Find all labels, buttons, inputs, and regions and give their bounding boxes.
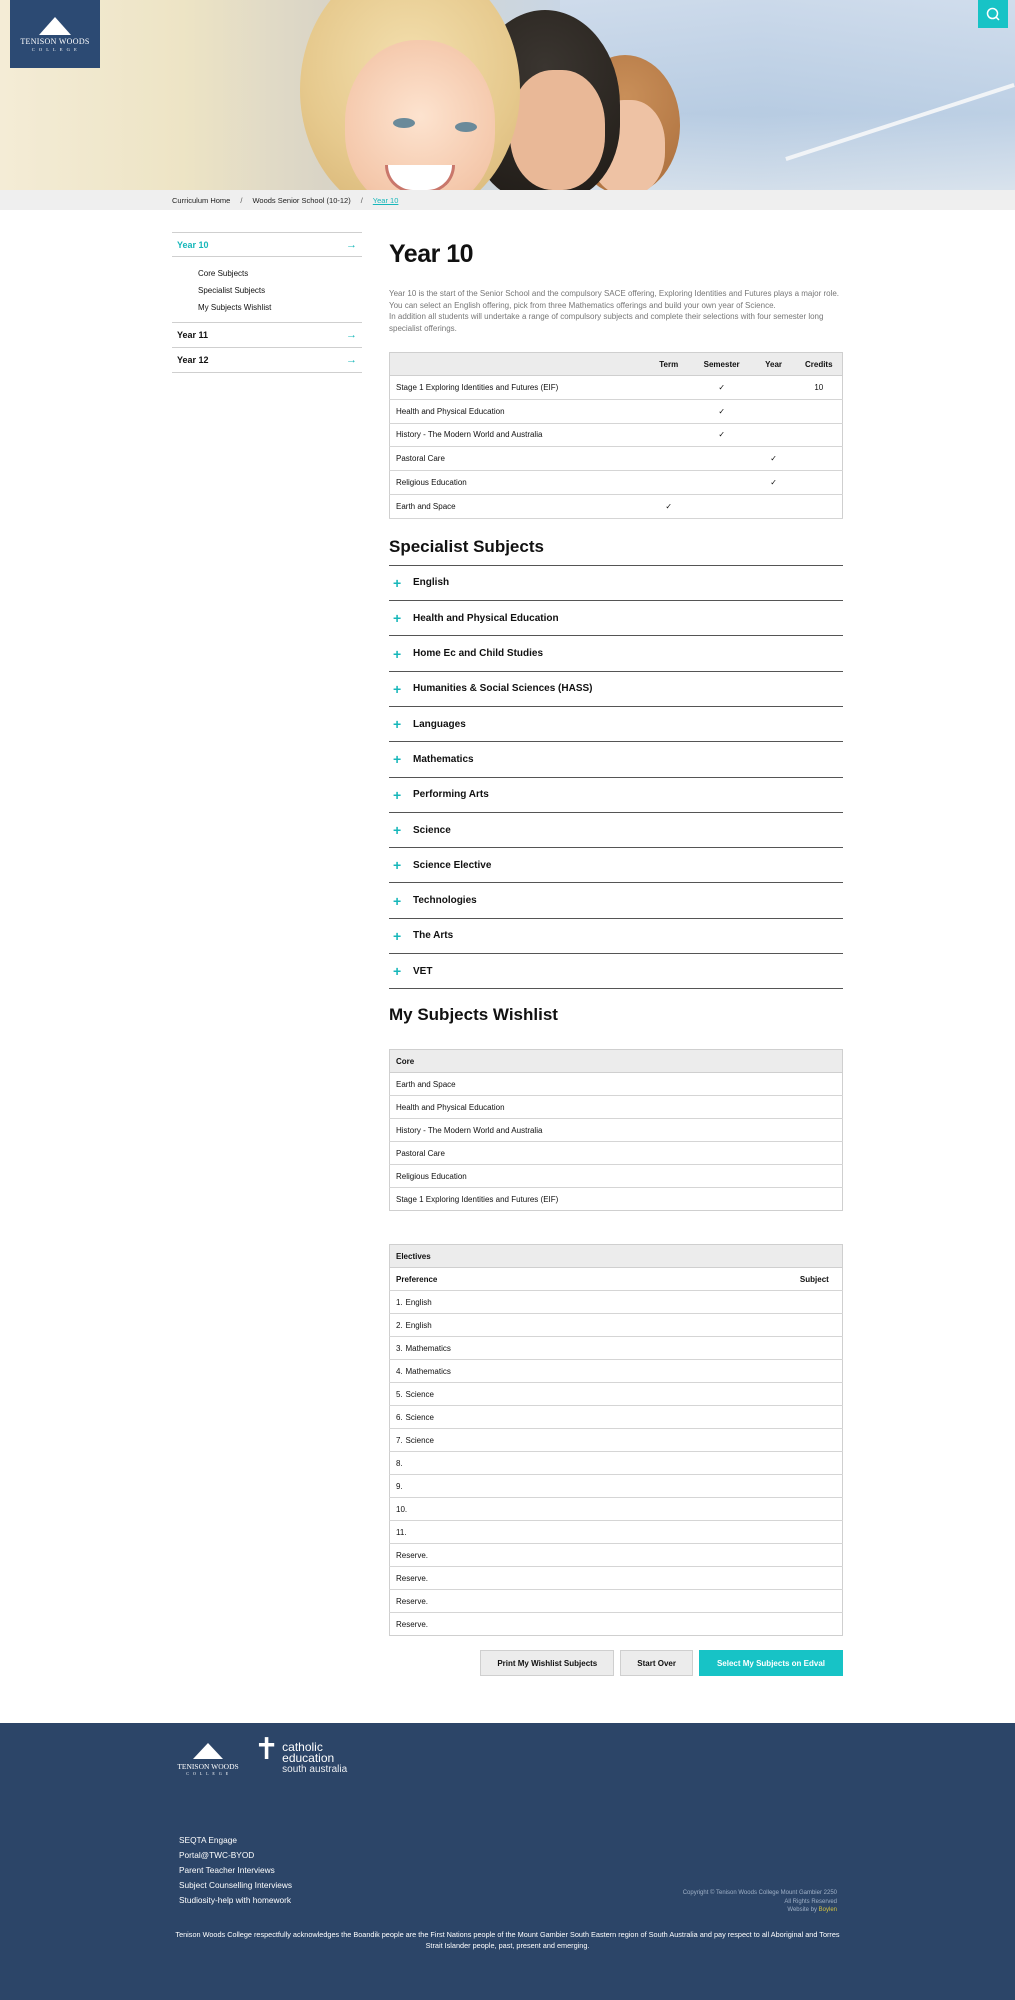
- subject-cell: [794, 1544, 843, 1567]
- sidebar-item-label: Year 11: [177, 330, 209, 340]
- accordion-label: Humanities & Social Sciences (HASS): [413, 683, 593, 695]
- accordion-label: Technologies: [413, 895, 477, 907]
- print-wishlist-button[interactable]: Print My Wishlist Subjects: [480, 1650, 614, 1676]
- pref-value: Mathematics: [406, 1360, 794, 1383]
- subject-cell: [794, 1498, 843, 1521]
- subject-cell: [794, 1406, 843, 1429]
- pref-number: 11.: [390, 1521, 794, 1544]
- table-row: [390, 447, 843, 471]
- logo-sub: C O L L E G E: [31, 46, 79, 52]
- check-icon: [692, 447, 752, 471]
- subject-name: Stage 1 Exploring Identities and Futures (EIF): [390, 376, 646, 400]
- pref-number: 1.: [390, 1291, 406, 1314]
- table-row: [390, 1291, 843, 1314]
- table-row: [390, 1498, 843, 1521]
- subnav-specialist-subjects[interactable]: Specialist Subjects: [198, 286, 266, 295]
- specialist-subjects-title: Specialist Subjects: [389, 536, 544, 556]
- footer-college-logo[interactable]: [178, 1743, 238, 1776]
- header-term: Term: [646, 353, 692, 376]
- accordion-label: VET: [413, 965, 433, 977]
- copyright: [683, 1889, 837, 1915]
- select-subjects-edval-button[interactable]: Select My Subjects on Edval: [699, 1650, 843, 1676]
- wishlist-title: My Subjects Wishlist: [389, 1005, 558, 1025]
- reserve-label: Reserve.: [390, 1567, 794, 1590]
- table-row: [390, 1429, 843, 1452]
- subject-cell: [794, 1613, 843, 1636]
- breadcrumb-separator: /: [240, 196, 243, 205]
- check-icon: [752, 399, 796, 423]
- subject-name: Earth and Space: [390, 494, 646, 518]
- table-header-row: [390, 353, 843, 376]
- breadcrumb-bar: [0, 190, 1015, 210]
- sidebar-subnav: [172, 257, 362, 323]
- accordion-item[interactable]: [389, 566, 843, 601]
- action-buttons: [389, 1650, 843, 1676]
- subject-cell: [794, 1521, 843, 1544]
- hero-banner: [0, 0, 1015, 190]
- subject-name: Religious Education: [390, 471, 646, 495]
- table-row: [390, 1613, 843, 1636]
- college-logo[interactable]: [10, 0, 100, 68]
- accordion-item[interactable]: [389, 672, 843, 707]
- catholic-education-logo[interactable]: [254, 1735, 347, 1775]
- accordion-label: Languages: [413, 718, 466, 730]
- check-icon: [646, 471, 692, 495]
- table-row: [390, 1119, 843, 1142]
- start-over-button[interactable]: Start Over: [620, 1650, 693, 1676]
- plus-icon: +: [393, 751, 402, 768]
- table-row: [390, 471, 843, 495]
- check-icon: [752, 423, 796, 447]
- footer-link[interactable]: Subject Counselling Interviews: [179, 1880, 292, 1890]
- plus-icon: +: [393, 680, 402, 697]
- accordion-item[interactable]: [389, 636, 843, 671]
- plus-icon: +: [393, 786, 402, 803]
- plus-icon: +: [393, 716, 402, 733]
- wishlist-core-item: Religious Education: [390, 1165, 843, 1188]
- table-subheader-row: [390, 1268, 843, 1291]
- plus-icon: +: [393, 574, 402, 591]
- wishlist-core-item: Pastoral Care: [390, 1142, 843, 1165]
- plus-icon: +: [393, 822, 402, 838]
- check-icon: ✓: [692, 423, 752, 447]
- intro-text: [389, 288, 843, 334]
- header-year: Year: [752, 353, 796, 376]
- table-row: [390, 1142, 843, 1165]
- rights-text: All Rights Reserved: [784, 1898, 837, 1905]
- table-row: [390, 1452, 843, 1475]
- intro-paragraph: In addition all students will undertake a range of compulsory subjects and complete their selections with four semester long specialist offerings.: [389, 312, 824, 333]
- check-icon: [646, 423, 692, 447]
- search-icon: [986, 7, 1000, 21]
- table-row: [390, 1165, 843, 1188]
- accordion-item[interactable]: [389, 954, 843, 989]
- pref-value: Mathematics: [406, 1337, 794, 1360]
- accordion-item[interactable]: [389, 883, 843, 918]
- check-icon: [692, 494, 752, 518]
- plus-icon: +: [393, 963, 402, 980]
- credits-value: [796, 423, 843, 447]
- credits-value: [796, 399, 843, 423]
- logo2-line: education: [282, 1751, 335, 1765]
- table-row: [390, 1383, 843, 1406]
- table-row: [390, 1096, 843, 1119]
- subnav-wishlist[interactable]: My Subjects Wishlist: [198, 303, 272, 312]
- pref-value: English: [406, 1291, 794, 1314]
- hero-boy1-face: [510, 70, 605, 190]
- footer-logo-name: TENISON WOODS: [177, 1762, 239, 1771]
- accordion-label: Health and Physical Education: [413, 612, 559, 624]
- check-icon: [692, 471, 752, 495]
- pref-value: Science: [406, 1429, 794, 1452]
- sidebar-nav: [172, 232, 362, 373]
- specialist-accordion: [389, 565, 843, 990]
- table-row: [390, 376, 843, 400]
- accordion-label: Science Elective: [413, 859, 492, 871]
- breadcrumb-separator: /: [360, 196, 363, 205]
- pref-number: 4.: [390, 1360, 406, 1383]
- reserve-label: Reserve.: [390, 1590, 794, 1613]
- breadcrumb-link[interactable]: Woods Senior School (10-12): [252, 196, 351, 205]
- pref-number: 2.: [390, 1314, 406, 1337]
- footer-link[interactable]: SEQTA Engage: [179, 1835, 237, 1845]
- check-icon: [752, 494, 796, 518]
- plus-icon: +: [393, 610, 402, 627]
- check-icon: [752, 376, 796, 400]
- credits-value: [796, 471, 843, 495]
- subject-cell: [794, 1314, 843, 1337]
- wishlist-electives-header: Electives: [390, 1245, 843, 1268]
- sidebar-item-label: Year 12: [177, 355, 209, 365]
- accordion-label: Home Ec and Child Studies: [413, 648, 544, 660]
- hero-eye: [455, 122, 477, 132]
- table-row: [390, 1567, 843, 1590]
- subject-cell: [794, 1475, 843, 1498]
- website-by-link[interactable]: Boylen: [818, 1907, 837, 1913]
- acknowledgement: Tenison Woods College respectfully acknowledges the Boandik people are the First Nations people of the Mount Gambier South Eastern region of South Australia and pay respect to all Aboriginal and Torres Strait Islander people, past, present and emerging.: [175, 1930, 840, 1950]
- logo2-line: catholic: [282, 1740, 323, 1754]
- accordion-label: Performing Arts: [413, 789, 489, 801]
- hero-smile: [385, 165, 455, 190]
- plus-icon: +: [393, 645, 402, 662]
- accordion-item[interactable]: [389, 707, 843, 742]
- subnav-core-subjects[interactable]: Core Subjects: [198, 269, 249, 278]
- sidebar-item-year-12[interactable]: [172, 348, 362, 373]
- wishlist-core-item: History - The Modern World and Australia: [390, 1119, 843, 1142]
- footer: [0, 1723, 1015, 2000]
- subject-cell: [794, 1429, 843, 1452]
- wishlist-core-table: [389, 1049, 843, 1211]
- pref-number: 5.: [390, 1383, 406, 1406]
- accordion-item[interactable]: [389, 813, 843, 848]
- pref-number: 3.: [390, 1337, 406, 1360]
- accordion-label: Science: [413, 824, 451, 836]
- check-icon: [646, 399, 692, 423]
- col-preference: Preference: [390, 1268, 794, 1291]
- accordion-item[interactable]: [389, 778, 843, 813]
- check-icon: ✓: [752, 447, 796, 471]
- page-title: Year 10: [389, 240, 474, 268]
- subject-cell: [794, 1567, 843, 1590]
- logo-mountain-icon: [39, 17, 71, 35]
- breadcrumb: [172, 196, 398, 205]
- check-icon: [646, 376, 692, 400]
- subject-name: Pastoral Care: [390, 447, 646, 471]
- catholic-education-text: [282, 1735, 347, 1775]
- pref-value: Science: [406, 1383, 794, 1406]
- plus-icon: +: [393, 892, 402, 909]
- footer-links: [179, 1833, 292, 1908]
- accordion-label: English: [413, 577, 450, 589]
- header-cell: [390, 353, 646, 376]
- hero-eye: [393, 118, 415, 128]
- table-row: [390, 1590, 843, 1613]
- subject-name: Health and Physical Education: [390, 399, 646, 423]
- wishlist-core-header: Core: [390, 1050, 843, 1073]
- plus-icon: +: [393, 927, 402, 944]
- reserve-label: Reserve.: [390, 1544, 794, 1567]
- subject-cell: [794, 1291, 843, 1314]
- footer-link[interactable]: Portal@TWC-BYOD: [179, 1850, 255, 1860]
- pref-number: 9.: [390, 1475, 794, 1498]
- wishlist-electives-table: [389, 1244, 843, 1636]
- credits-value: [796, 447, 843, 471]
- intro-paragraph: Year 10 is the start of the Senior School and the compulsory SACE offering, Exploring Identities and Futures plays a major role. You can select an English offering, pick from three Mathematics offerings and build your own year of Science.: [389, 289, 840, 310]
- check-icon: [646, 447, 692, 471]
- pref-number: 6.: [390, 1406, 406, 1429]
- check-icon: ✓: [752, 471, 796, 495]
- accordion-item[interactable]: [389, 848, 843, 883]
- accordion-label: The Arts: [413, 930, 454, 942]
- wishlist-core-item: Health and Physical Education: [390, 1096, 843, 1119]
- subject-cell: [794, 1337, 843, 1360]
- arrow-right-icon: →: [346, 238, 357, 251]
- core-subjects-table: [389, 352, 843, 519]
- col-subject: Subject: [794, 1268, 843, 1291]
- check-icon: ✓: [646, 494, 692, 518]
- copyright-text: Copyright © Tenison Woods College Mount Gambier 2250: [682, 1890, 837, 1896]
- reserve-label: Reserve.: [396, 1619, 429, 1629]
- breadcrumb-current[interactable]: Year 10: [372, 196, 399, 205]
- pref-number: 7.: [390, 1429, 406, 1452]
- table-row: [390, 1406, 843, 1429]
- breadcrumb-link[interactable]: Curriculum Home: [172, 196, 231, 205]
- table-row: [390, 494, 843, 518]
- sidebar-item-year-11[interactable]: [172, 323, 362, 348]
- table-row: [390, 423, 843, 447]
- logo-name: TENISON WOODS: [20, 36, 90, 46]
- pref-value: Science: [406, 1406, 794, 1429]
- sidebar-item-label: Year 10: [177, 239, 209, 250]
- table-row: [390, 1337, 843, 1360]
- credits-value: [796, 494, 843, 518]
- table-row: [390, 1188, 843, 1211]
- subject-cell: [794, 1590, 843, 1613]
- main-content: [389, 240, 843, 1676]
- arrow-right-icon: →: [346, 329, 357, 341]
- accordion-item[interactable]: [389, 601, 843, 636]
- wishlist-core-item: Earth and Space: [390, 1073, 843, 1096]
- website-by: [683, 1906, 837, 1915]
- table-row: [390, 1475, 843, 1498]
- website-by-prefix: Website by: [787, 1907, 819, 1913]
- footer-logo-sub: C O L L E G E: [186, 1771, 230, 1776]
- credits-value: 10: [796, 376, 843, 400]
- table-row: [390, 1314, 843, 1337]
- table-row: [390, 399, 843, 423]
- header-credits: Credits: [796, 353, 843, 376]
- sidebar-item-year-10[interactable]: [172, 232, 362, 257]
- pref-number: 10.: [390, 1498, 794, 1521]
- arrow-right-icon: →: [346, 354, 357, 366]
- cross-icon: ✝: [254, 1733, 280, 1766]
- pref-value: English: [406, 1314, 794, 1337]
- subject-cell: [794, 1383, 843, 1406]
- logo-mountain-icon: [193, 1743, 223, 1759]
- pref-number: 8.: [390, 1452, 794, 1475]
- subject-cell: [794, 1360, 843, 1383]
- check-icon: ✓: [692, 376, 752, 400]
- logo2-line: south australia: [282, 1764, 348, 1775]
- accordion-item[interactable]: [389, 742, 843, 777]
- plus-icon: +: [393, 857, 402, 874]
- wishlist-core-item: Stage 1 Exploring Identities and Futures (EIF): [396, 1194, 559, 1204]
- header-semester: Semester: [692, 353, 752, 376]
- table-row: [390, 1073, 843, 1096]
- accordion-label: Mathematics: [413, 753, 474, 765]
- subject-name: History - The Modern World and Australia: [390, 423, 646, 447]
- footer-link[interactable]: Parent Teacher Interviews: [179, 1865, 275, 1875]
- table-row: [390, 1544, 843, 1567]
- table-row: [390, 1360, 843, 1383]
- table-row: [390, 1521, 843, 1544]
- footer-link[interactable]: Studiosity-help with homework: [179, 1895, 292, 1905]
- search-button[interactable]: [978, 0, 1008, 28]
- check-icon: ✓: [692, 399, 752, 423]
- subject-cell: [794, 1452, 843, 1475]
- accordion-item[interactable]: [389, 919, 843, 954]
